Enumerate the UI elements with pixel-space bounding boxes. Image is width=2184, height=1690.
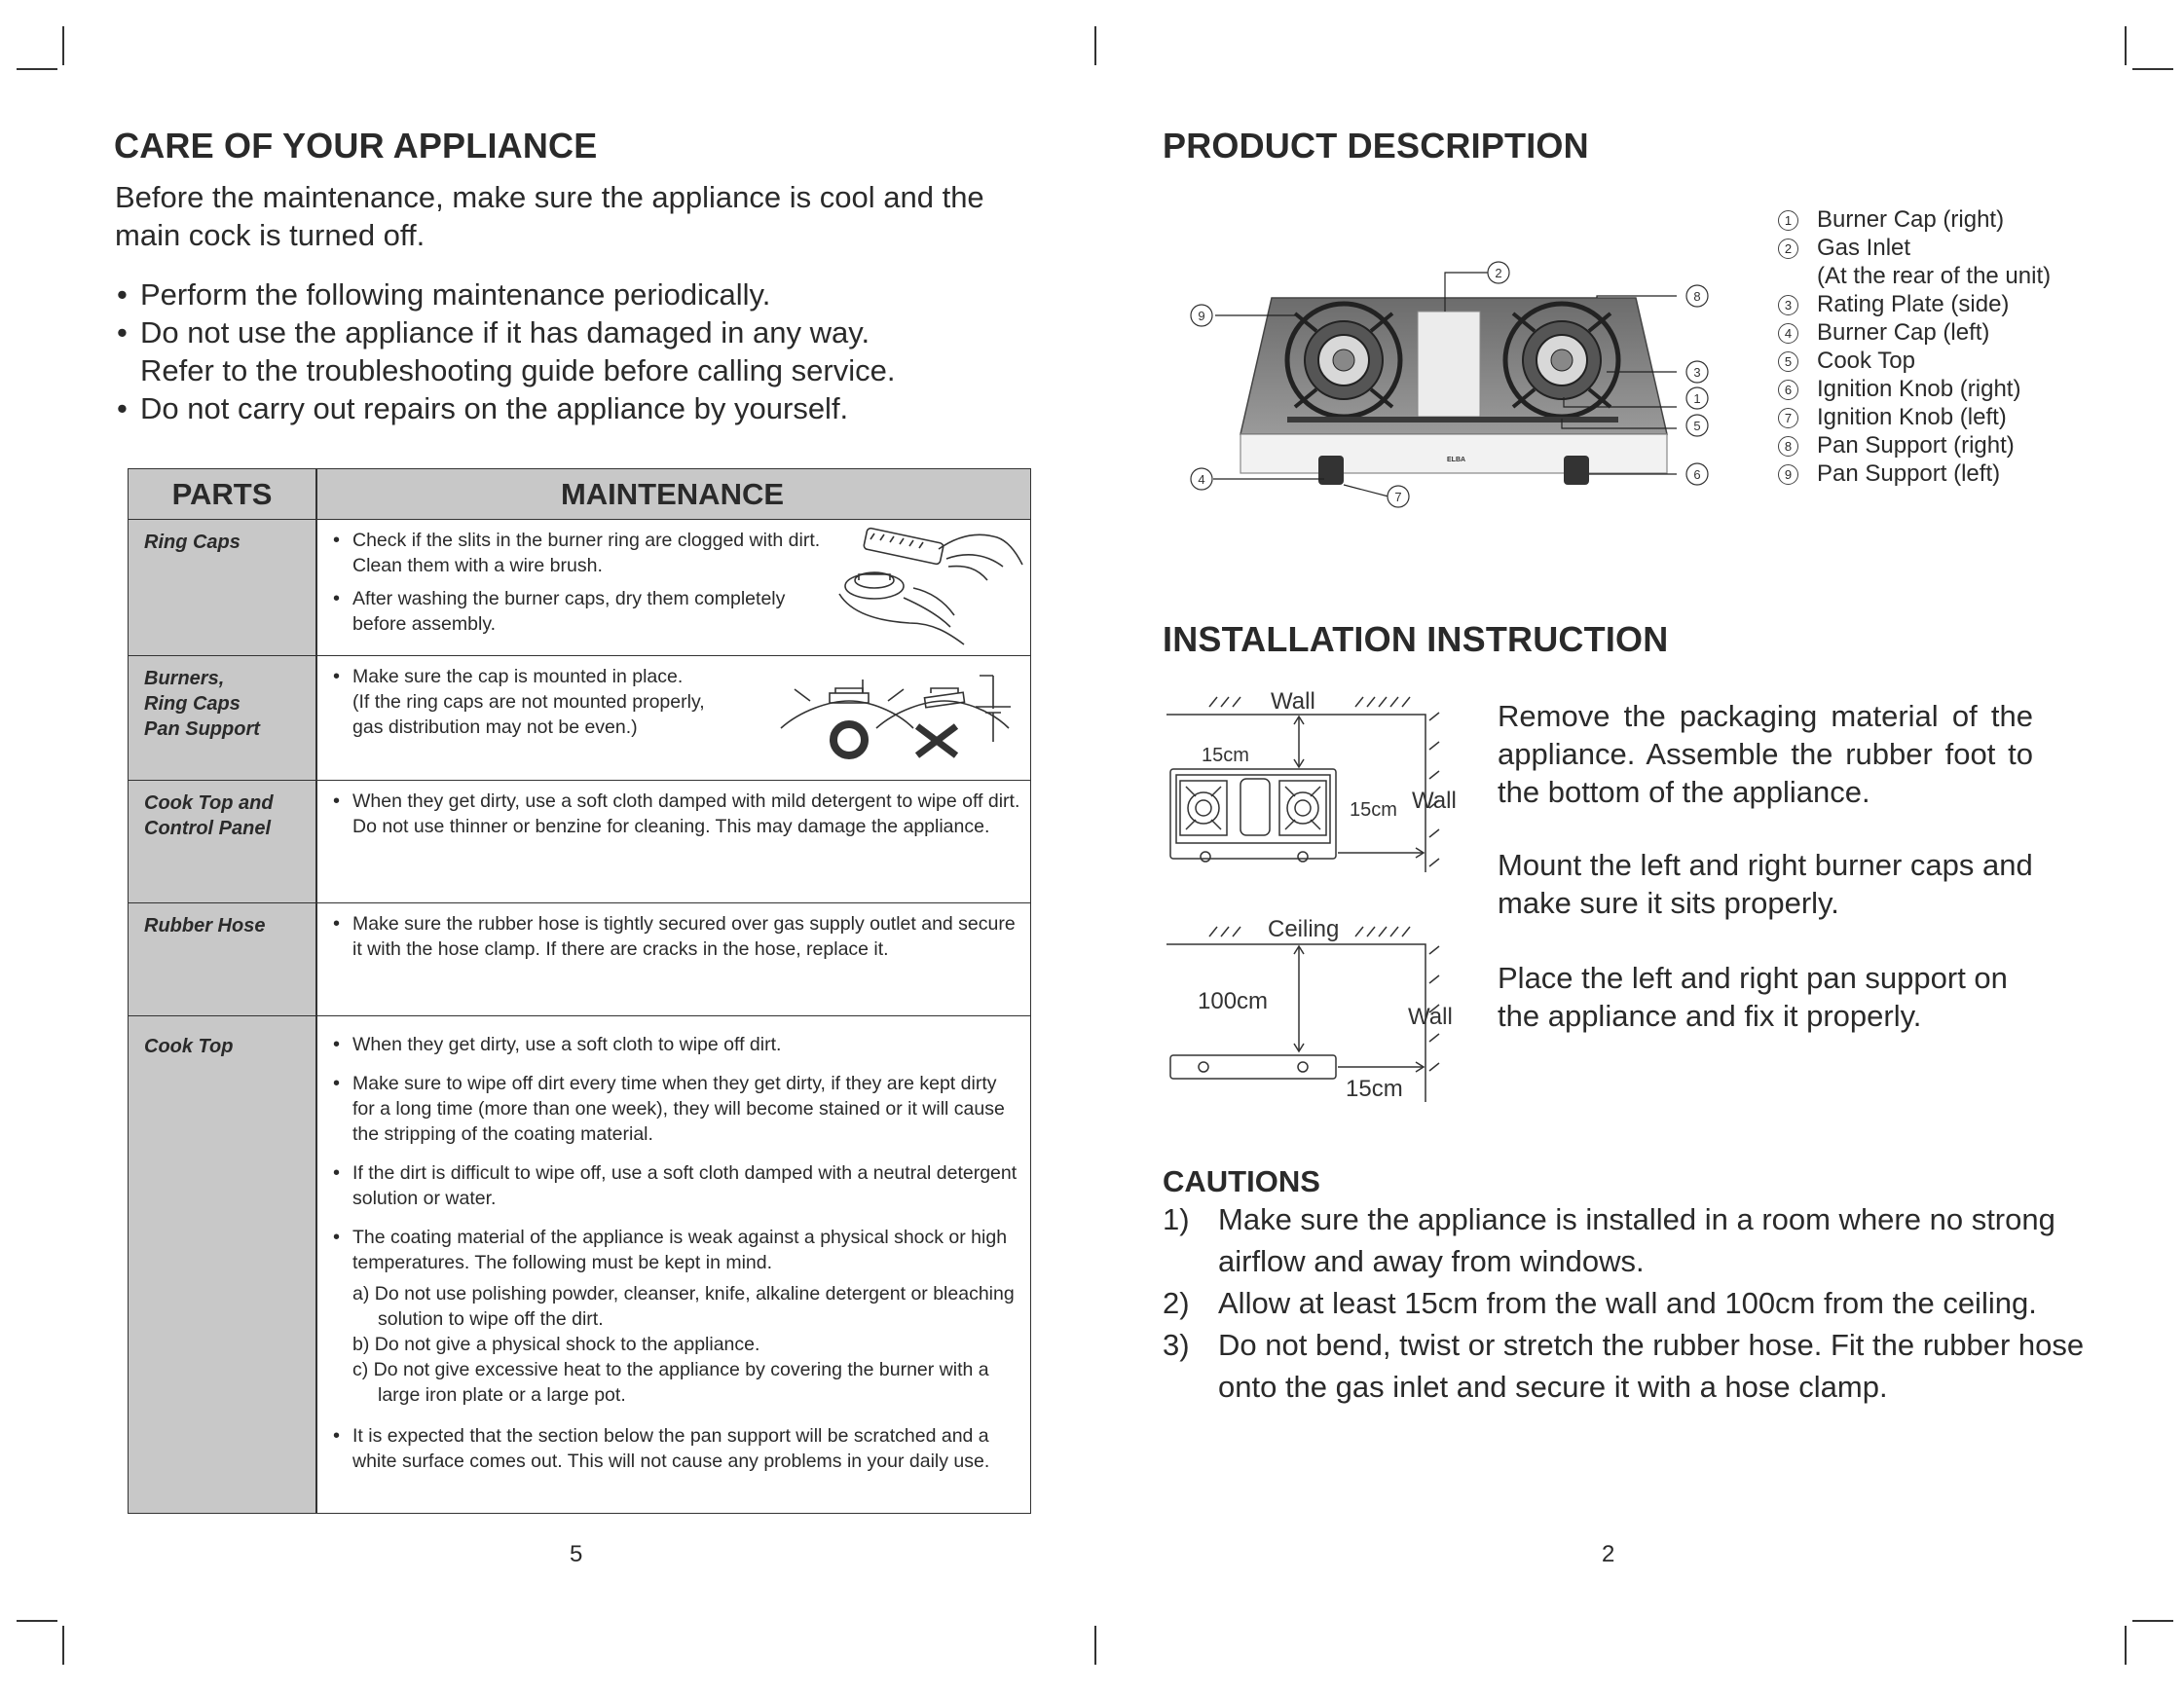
maintenance-subitem: c) Do not give excessive heat to the appliance by covering the burner with a large iron plate or a large pot.: [352, 1359, 989, 1406]
maintenance-item: • If the dirt is difficult to wipe off, use a soft cloth damped with a neutral detergent solution or water.: [331, 1160, 1020, 1211]
care-bullets: [115, 276, 1050, 427]
legend-label: Burner Cap (left): [1817, 319, 1990, 346]
legend-label: Burner Cap (right): [1817, 206, 2005, 233]
part-name: Cook Top: [144, 1036, 234, 1057]
legend-number: 2: [1778, 239, 1798, 259]
table-row: [129, 781, 1030, 903]
legend-label: Rating Plate (side): [1817, 291, 2010, 317]
install-paragraph: Remove the packaging material of the appliance. Assemble the rubber foot to the bottom of the appliance.: [1498, 699, 2033, 809]
legend-label: Pan Support (right): [1817, 432, 2015, 459]
label-wall: Wall: [1408, 1004, 1453, 1030]
legend-number: 8: [1778, 436, 1798, 457]
maintenance-item: • Make sure to wipe off dirt every time when they get dirty, if they are kept dirty for a long time (more than one week), they will become stained or it will cause the stripping of the coating material.: [331, 1071, 1020, 1147]
label-ceiling: Ceiling: [1268, 916, 1340, 942]
maintenance-item: • It is expected that the section below the pan support will be scratched and a white surface comes out. This will not cause any problems in your daily use.: [331, 1423, 1020, 1474]
cautions-title: CAUTIONS: [1163, 1164, 1320, 1198]
svg-text:5: 5: [1693, 419, 1701, 433]
part-name: Ring Caps: [144, 532, 241, 553]
care-bullet: • Do not use the appliance if it has damaged in any way. Refer to the troubleshooting guide before calling service.: [115, 313, 1050, 389]
column-separator: [315, 469, 317, 1513]
legend-number: 3: [1778, 295, 1798, 315]
maintenance-cell: [331, 789, 1020, 847]
label-15cm: 15cm: [1346, 1076, 1403, 1102]
crop-mark: [62, 26, 64, 65]
install-paragraph: Mount the left and right burner caps and make sure it sits properly.: [1498, 848, 2033, 920]
page-number: 5: [570, 1541, 583, 1567]
header-parts: PARTS: [171, 477, 273, 511]
label-15cm: 15cm: [1350, 799, 1397, 821]
crop-mark: [1094, 26, 1096, 65]
part-name: Cook Top and Control Panel: [144, 792, 274, 839]
crop-mark: [2132, 68, 2173, 70]
crop-mark: [2125, 26, 2127, 65]
cleaning-brush-illustration: [832, 526, 1026, 650]
legend-number: 1: [1778, 210, 1798, 231]
caution-item: [1163, 1282, 2127, 1324]
cap-mounting-illustration: [771, 672, 1015, 773]
care-bullet: • Do not carry out repairs on the appliance by yourself.: [115, 389, 1050, 427]
svg-text:4: 4: [1198, 472, 1205, 487]
legend-item: [1778, 205, 2128, 234]
maintenance-item: • Make sure the rubber hose is tightly secured over gas supply outlet and secure it with the hose clamp. If there are cracks in the hose, replace it.: [331, 911, 1020, 962]
table-header: [129, 469, 1030, 520]
svg-text:2: 2: [1495, 266, 1502, 280]
maintenance-item: • The coating material of the appliance is weak against a physical shock or high temperatures. The following must be kept in mind.: [331, 1225, 1020, 1275]
care-intro: Before the maintenance, make sure the appliance is cool and the main cock is turned off.: [115, 180, 984, 252]
maintenance-item: • Make sure the cap is mounted in place. (If the ring caps are not mounted properly, gas distribution may not be even.): [331, 664, 777, 740]
page-number: 2: [1602, 1541, 1615, 1567]
table-row: [129, 656, 1030, 781]
caution-text: Do not bend, twist or stretch the rubber hose. Fit the rubber hose onto the gas inlet and secure it with a hose clamp.: [1218, 1328, 2085, 1404]
header-maintenance: MAINTENANCE: [560, 477, 785, 511]
cautions-list: [1163, 1198, 2127, 1408]
svg-text:7: 7: [1394, 490, 1402, 504]
part-name: Rubber Hose: [144, 915, 266, 937]
legend-item: [1778, 290, 2128, 318]
legend-number: 5: [1778, 351, 1798, 372]
caution-item: [1163, 1198, 2127, 1282]
crop-mark: [1094, 1626, 1096, 1665]
svg-text:8: 8: [1693, 289, 1701, 304]
brand-logo: ELBA: [1447, 457, 1466, 463]
legend-label: Gas Inlet (At the rear of the unit): [1817, 235, 2052, 289]
maintenance-subitems: [331, 1281, 1020, 1408]
maintenance-subitem: b) Do not give a physical shock to the appliance.: [352, 1334, 760, 1355]
maintenance-cell: [331, 1032, 1020, 1482]
care-bullet: • Perform the following maintenance periodically.: [115, 276, 1050, 313]
legend-label: Ignition Knob (left): [1817, 404, 2007, 430]
crop-mark: [17, 68, 57, 70]
crop-mark: [17, 1620, 57, 1622]
svg-text:6: 6: [1693, 467, 1701, 482]
cooktop-illustration: [1178, 255, 1723, 512]
legend-number: 4: [1778, 323, 1798, 344]
legend-item: [1778, 431, 2128, 459]
maintenance-item: • Check if the slits in the burner ring are clogged with dirt. Clean them with a wire brush.: [331, 528, 826, 578]
caution-text: Make sure the appliance is installed in a room where no strong airflow and away from windows.: [1218, 1202, 2055, 1278]
maintenance-item: • When they get dirty, use a soft cloth to wipe off dirt.: [331, 1032, 1020, 1057]
label-15cm: 15cm: [1202, 745, 1249, 766]
legend-item: [1778, 234, 2128, 290]
legend-item: [1778, 318, 2128, 347]
label-wall: Wall: [1412, 788, 1457, 814]
svg-text:1: 1: [1693, 391, 1701, 406]
parts-legend: [1778, 205, 2128, 488]
table-row: [129, 903, 1030, 1016]
maintenance-table: [128, 468, 1031, 1514]
maintenance-subitem: a) Do not use polishing powder, cleanser, knife, alkaline detergent or bleaching solution to wipe off the dirt.: [352, 1283, 1015, 1330]
crop-mark: [62, 1626, 64, 1665]
legend-number: 9: [1778, 464, 1798, 485]
caution-number: 2): [1163, 1286, 1190, 1320]
label-100cm: 100cm: [1198, 988, 1269, 1014]
svg-text:3: 3: [1693, 365, 1701, 380]
clearance-diagram: [1161, 681, 1482, 1110]
maintenance-item: • After washing the burner caps, dry them completely before assembly.: [331, 586, 826, 637]
care-title: CARE OF YOUR APPLIANCE: [114, 126, 598, 165]
legend-label: Pan Support (left): [1817, 460, 2001, 487]
maintenance-cell: [331, 911, 1020, 970]
maintenance-item: • When they get dirty, use a soft cloth damped with mild detergent to wipe off dirt. Do not use thinner or benzine for cleaning. This may damage the appliance.: [331, 789, 1020, 839]
label-wall: Wall: [1271, 688, 1315, 715]
install-paragraph: Place the left and right pan support on the appliance and fix it properly.: [1498, 961, 2008, 1033]
legend-number: 7: [1778, 408, 1798, 428]
caution-item: [1163, 1324, 2127, 1408]
legend-item: [1778, 347, 2128, 375]
maintenance-cell: [331, 528, 826, 644]
legend-number: 6: [1778, 380, 1798, 400]
caution-number: 3): [1163, 1328, 1190, 1362]
table-row: [129, 1016, 1030, 1513]
caution-text: Allow at least 15cm from the wall and 100cm from the ceiling.: [1218, 1286, 2037, 1320]
crop-mark: [2125, 1626, 2127, 1665]
svg-text:9: 9: [1198, 309, 1205, 323]
product-title: PRODUCT DESCRIPTION: [1163, 126, 1589, 165]
install-title: INSTALLATION INSTRUCTION: [1163, 619, 1669, 659]
legend-item: [1778, 375, 2128, 403]
legend-label: Ignition Knob (right): [1817, 376, 2021, 402]
table-row: [129, 520, 1030, 656]
legend-item: [1778, 459, 2128, 488]
caution-number: 1): [1163, 1202, 1190, 1236]
part-name: Burners, Ring Caps Pan Support: [144, 668, 260, 740]
crop-mark: [2132, 1620, 2173, 1622]
legend-item: [1778, 403, 2128, 431]
legend-label: Cook Top: [1817, 348, 1915, 374]
maintenance-cell: [331, 664, 777, 748]
